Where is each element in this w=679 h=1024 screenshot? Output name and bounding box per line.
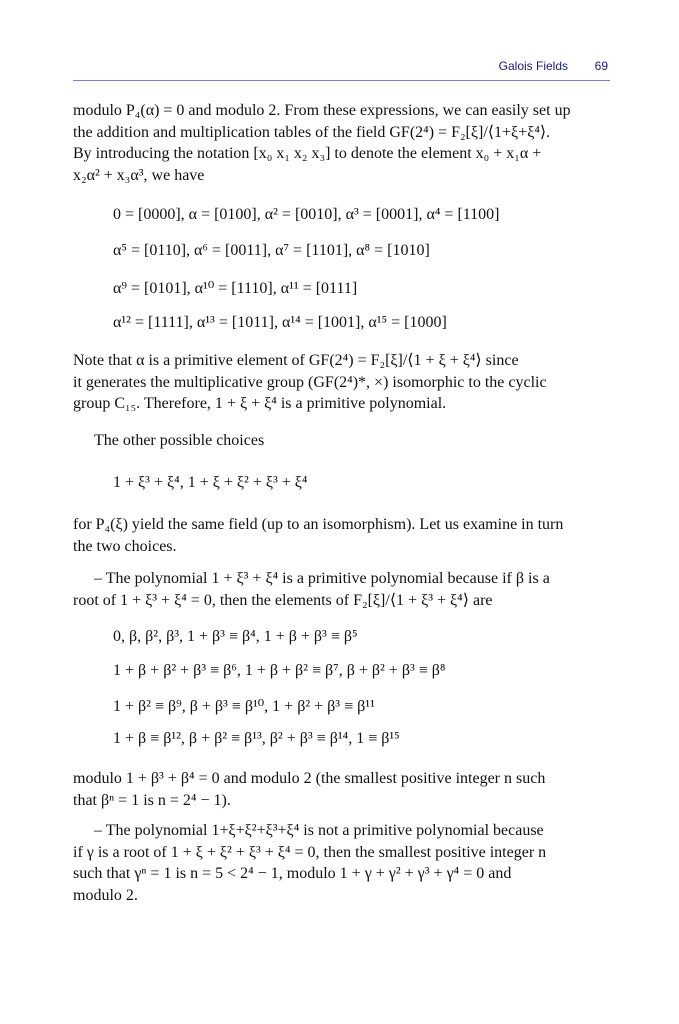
p4-line1: for P₄(ξ) yield the same field (up to an isomorphism). Let us examine in turn [73, 516, 564, 533]
paragraph-second-choice [73, 820, 610, 906]
p1-line2: the addition and multiplication tables of the field GF(2⁴) = F₂[ξ]/⟨1+ξ+ξ⁴⟩. [73, 123, 551, 141]
p7-line4: modulo 2. [73, 886, 138, 904]
p7-line1: – The polynomial 1+ξ+ξ²+ξ³+ξ⁴ is not a primitive polynomial because [94, 822, 544, 839]
p2-line2: it generates the multiplicative group (GF(2⁴)*, ×) isomorphic to the cyclic [73, 373, 547, 391]
p1-line3: By introducing the notation [x₀ x₁ x₂ x₃] to denote the element x₀ + x₁α + [73, 145, 542, 162]
p7-line2: if γ is a root of 1 + ξ + ξ² + ξ³ + ξ⁴ = 0, then the smallest positive integer n [73, 843, 547, 861]
alpha-row-1: 0 = [0000], α = [0100], α² = [0010], α³ = [0001], α⁴ = [1100] [113, 206, 500, 223]
paragraph-same-field [73, 514, 610, 557]
paragraph-field-tables [73, 100, 610, 186]
p4-line2: the two choices. [73, 537, 177, 555]
p3-line: The other possible choices [94, 432, 265, 449]
paragraph-first-choice [73, 568, 610, 611]
p6-line2: that βⁿ = 1 is n = 2⁴ − 1). [73, 791, 231, 809]
running-header [73, 58, 610, 81]
paragraph-primitive-element [73, 350, 610, 415]
p2-line3: group C₁₅. Therefore, 1 + ξ + ξ⁴ is a primitive polynomial. [73, 395, 447, 412]
alpha-row-3: α⁹ = [0101], α¹⁰ = [1110], α¹¹ = [0111] [113, 280, 358, 297]
p2-line1: Note that α is a primitive element of GF(2⁴) = F₂[ξ]/⟨1 + ξ + ξ⁴⟩ since [73, 352, 519, 369]
beta-row-2: 1 + β + β² + β³ ≡ β⁶, 1 + β + β² ≡ β⁷, β + β² + β³ ≡ β⁸ [113, 662, 446, 679]
beta-row-1: 0, β, β², β³, 1 + β³ ≡ β⁴, 1 + β + β³ ≡ β⁵ [113, 628, 358, 645]
beta-row-3: 1 + β² ≡ β⁹, β + β³ ≡ β¹⁰, 1 + β² + β³ ≡ β¹¹ [113, 698, 375, 715]
p1-line1: modulo P₄(α) = 0 and modulo 2. From these expressions, we can easily set up [73, 102, 571, 119]
p5-line1: – The polynomial 1 + ξ³ + ξ⁴ is a primitive polynomial because if β is a [94, 570, 550, 587]
p5-line2: root of 1 + ξ³ + ξ⁴ = 0, then the elements of F₂[ξ]/⟨1 + ξ³ + ξ⁴⟩ are [73, 591, 493, 609]
paragraph-other-choices [73, 430, 610, 452]
p1-line4: x₂α² + x₃α³, we have [73, 166, 205, 184]
paragraph-modulo-beta [73, 768, 610, 811]
alpha-row-2: α⁵ = [0110], α⁶ = [0011], α⁷ = [1101], α⁸ = [1010] [113, 242, 430, 259]
alpha-row-4: α¹² = [1111], α¹³ = [1011], α¹⁴ = [1001], α¹⁵ = [1000] [113, 314, 447, 331]
header-title: Galois Fields [498, 59, 568, 73]
p7-line3: such that γⁿ = 1 is n = 5 < 2⁴ − 1, modulo 1 + γ + γ² + γ³ + γ⁴ = 0 and [73, 865, 512, 882]
beta-row-4: 1 + β ≡ β¹², β + β² ≡ β¹³, β² + β³ ≡ β¹⁴, 1 ≡ β¹⁵ [113, 730, 400, 747]
page-number: 69 [594, 59, 608, 73]
other-polynomials-line: 1 + ξ³ + ξ⁴, 1 + ξ + ξ² + ξ³ + ξ⁴ [113, 474, 308, 491]
p6-line1: modulo 1 + β³ + β⁴ = 0 and modulo 2 (the smallest positive integer n such [73, 770, 546, 787]
